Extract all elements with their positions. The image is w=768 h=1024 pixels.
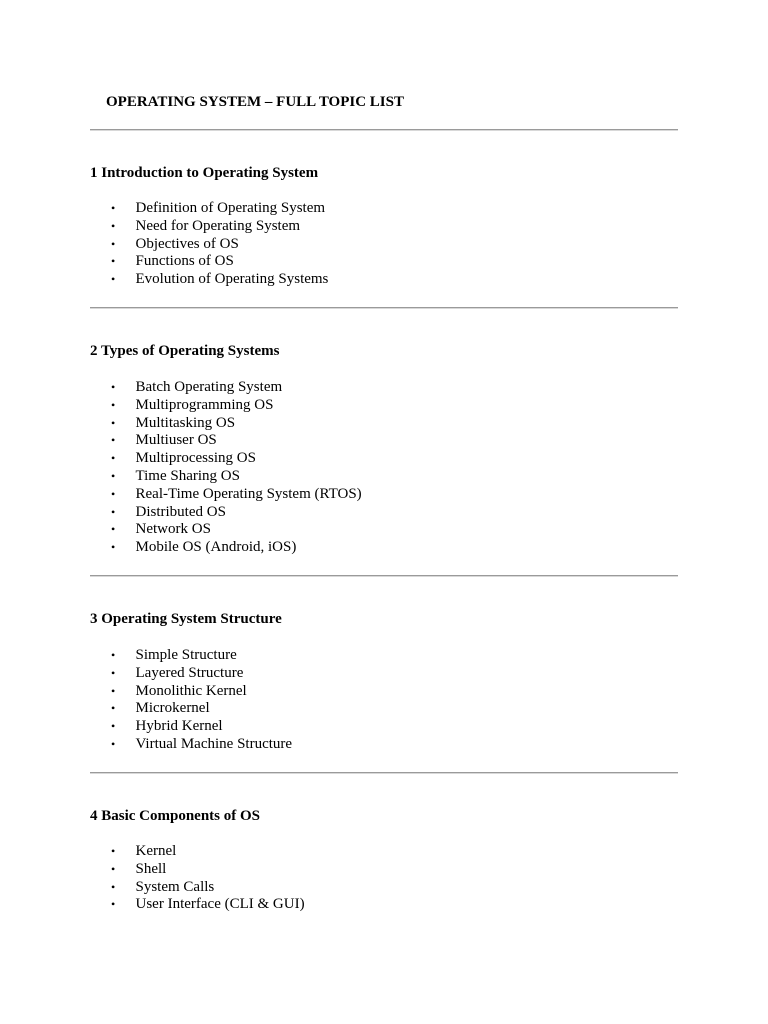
list-item xyxy=(90,683,292,701)
list-item-label: Microkernel xyxy=(135,700,210,717)
list-item xyxy=(90,896,305,914)
bullet-icon: • xyxy=(111,844,116,858)
list-item-label: Functions of OS xyxy=(135,253,234,270)
list-item xyxy=(90,718,292,736)
list-item xyxy=(90,397,362,415)
list-item xyxy=(90,843,305,861)
bullet-icon: • xyxy=(111,236,116,251)
list-item-label: Multiprogramming OS xyxy=(135,396,274,413)
section-divider xyxy=(90,772,678,774)
list-item xyxy=(90,665,292,683)
list-item xyxy=(90,218,328,236)
list-item xyxy=(90,521,362,539)
section-heading-structure: 3 Operating System Structure xyxy=(90,611,282,627)
list-item-label: Hybrid Kernel xyxy=(135,718,223,735)
list-item-label: Virtual Machine Structure xyxy=(135,735,293,752)
list-item-label: Layered Structure xyxy=(135,664,244,681)
bullet-icon: • xyxy=(111,897,116,912)
list-item-label: Monolithic Kernel xyxy=(135,682,247,699)
list-item xyxy=(90,236,328,254)
bullet-icon: • xyxy=(111,879,116,894)
section-heading-types: 2 Types of Operating Systems xyxy=(90,343,280,359)
section-divider xyxy=(90,575,678,577)
bullet-icon: • xyxy=(111,522,116,537)
bullet-icon: • xyxy=(111,683,116,698)
bullet-icon: • xyxy=(111,415,116,430)
bullet-icon: • xyxy=(111,719,116,734)
bullet-icon: • xyxy=(111,451,116,466)
list-item xyxy=(90,736,292,754)
bullet-icon: • xyxy=(111,736,116,751)
list-item-label: Batch Operating System xyxy=(135,379,283,395)
bullet-icon: • xyxy=(111,397,116,412)
bullet-icon: • xyxy=(111,486,116,501)
bullet-icon: • xyxy=(111,665,116,680)
topic-list-components xyxy=(90,843,305,914)
document-title: OPERATING SYSTEM – FULL TOPIC LIST xyxy=(106,94,404,110)
list-item-label: Network OS xyxy=(135,521,211,538)
list-item xyxy=(90,200,328,218)
list-item-label: Objectives of OS xyxy=(135,235,239,252)
list-item xyxy=(90,647,292,665)
list-item xyxy=(90,504,362,522)
list-item xyxy=(90,415,362,433)
list-item-label: User Interface (CLI & GUI) xyxy=(135,896,305,913)
list-item xyxy=(90,271,328,289)
topic-list-types xyxy=(90,379,362,557)
list-item xyxy=(90,879,305,897)
list-item-label: Definition of Operating System xyxy=(135,200,326,216)
list-item xyxy=(90,450,362,468)
bullet-icon: • xyxy=(111,861,116,876)
list-item-label: Distributed OS xyxy=(135,503,226,520)
list-item-label: Time Sharing OS xyxy=(135,467,240,484)
bullet-icon: • xyxy=(111,272,116,287)
bullet-icon: • xyxy=(111,468,116,483)
list-item xyxy=(90,468,362,486)
bullet-icon: • xyxy=(111,201,116,215)
list-item-label: Multiuser OS xyxy=(135,432,217,449)
list-item-label: Mobile OS (Android, iOS) xyxy=(135,539,297,556)
list-item xyxy=(90,379,362,397)
list-item xyxy=(90,432,362,450)
list-item-label: Shell xyxy=(135,860,167,877)
list-item-label: Need for Operating System xyxy=(135,217,301,234)
bullet-icon: • xyxy=(111,218,116,233)
list-item-label: Real-Time Operating System (RTOS) xyxy=(135,485,362,502)
list-item-label: Multiprocessing OS xyxy=(135,450,256,467)
list-item-label: System Calls xyxy=(135,878,215,895)
list-item xyxy=(90,861,305,879)
topic-list-structure xyxy=(90,647,292,754)
list-item-label: Evolution of Operating Systems xyxy=(135,271,329,288)
bullet-icon: • xyxy=(111,648,116,662)
bullet-icon: • xyxy=(111,701,116,716)
bullet-icon: • xyxy=(111,504,116,519)
list-item xyxy=(90,700,292,718)
list-item-label: Simple Structure xyxy=(135,647,237,663)
bullet-icon: • xyxy=(111,380,116,394)
topic-list-introduction xyxy=(90,200,328,289)
list-item xyxy=(90,253,328,271)
bullet-icon: • xyxy=(111,433,116,448)
section-heading-components: 4 Basic Components of OS xyxy=(90,808,261,824)
list-item xyxy=(90,539,362,557)
list-item-label: Kernel xyxy=(135,843,177,859)
bullet-icon: • xyxy=(111,254,116,269)
section-divider xyxy=(90,307,678,309)
list-item xyxy=(90,486,362,504)
list-item-label: Multitasking OS xyxy=(135,414,236,431)
section-divider xyxy=(90,129,678,131)
section-heading-introduction: 1 Introduction to Operating System xyxy=(90,165,319,181)
bullet-icon: • xyxy=(111,540,116,555)
